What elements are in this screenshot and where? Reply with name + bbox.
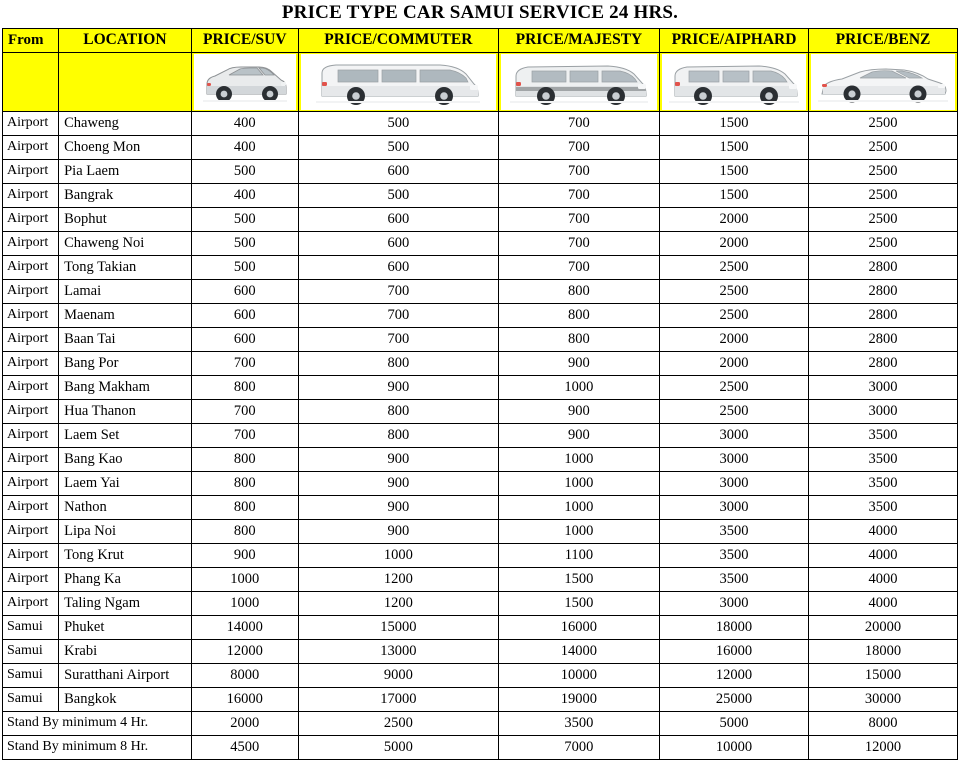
table-row [3, 447, 958, 471]
cell-from: Airport [3, 327, 59, 351]
table-row [3, 591, 958, 615]
cell-location: Bang Makham [59, 375, 192, 399]
cell-location: Suratthani Airport [59, 663, 192, 687]
table-row [3, 303, 958, 327]
table-row [3, 183, 958, 207]
cell-price-suv: 2000 [191, 711, 298, 735]
column-header-price-suv: PRICE/SUV [191, 28, 298, 52]
cell-price-benz: 3500 [808, 495, 957, 519]
cell-price-suv: 700 [191, 423, 298, 447]
cell-price-aiphard: 18000 [660, 615, 809, 639]
cell-price-suv: 700 [191, 351, 298, 375]
cell-price-aiphard: 3000 [660, 423, 809, 447]
cell-price-majesty: 800 [498, 279, 659, 303]
table-row [3, 519, 958, 543]
table-row [3, 375, 958, 399]
cell-price-commuter: 600 [298, 255, 498, 279]
suv-photo-cell [191, 52, 298, 111]
cell-price-commuter: 700 [298, 327, 498, 351]
cell-price-suv: 600 [191, 303, 298, 327]
cell-from: Airport [3, 351, 59, 375]
cell-price-commuter: 13000 [298, 639, 498, 663]
cell-location: Maenam [59, 303, 192, 327]
cell-price-benz: 12000 [808, 735, 957, 759]
cell-price-commuter: 1200 [298, 591, 498, 615]
column-header-price-majesty: PRICE/MAJESTY [498, 28, 659, 52]
cell-location: Krabi [59, 639, 192, 663]
cell-price-commuter: 900 [298, 471, 498, 495]
cell-price-aiphard: 3000 [660, 447, 809, 471]
cell-price-commuter: 2500 [298, 711, 498, 735]
cell-price-majesty: 16000 [498, 615, 659, 639]
cell-location: Bangkok [59, 687, 192, 711]
cell-price-aiphard: 3500 [660, 567, 809, 591]
cell-price-benz: 2800 [808, 255, 957, 279]
cell-from: Samui [3, 615, 59, 639]
cell-price-suv: 400 [191, 111, 298, 135]
cell-price-majesty: 1000 [498, 519, 659, 543]
table-row [3, 399, 958, 423]
cell-price-majesty: 700 [498, 135, 659, 159]
column-header-price-commuter: PRICE/COMMUTER [298, 28, 498, 52]
cell-from: Airport [3, 399, 59, 423]
cell-from: Samui [3, 687, 59, 711]
cell-price-benz: 2800 [808, 351, 957, 375]
table-row [3, 327, 958, 351]
cell-from: Airport [3, 111, 59, 135]
cell-price-benz: 2500 [808, 231, 957, 255]
cell-price-commuter: 900 [298, 495, 498, 519]
commuter-photo-cell [298, 52, 498, 111]
cell-location: Laem Set [59, 423, 192, 447]
table-row [3, 687, 958, 711]
cell-price-majesty: 700 [498, 231, 659, 255]
cell-price-suv: 800 [191, 495, 298, 519]
table-row [3, 207, 958, 231]
cell-price-commuter: 800 [298, 351, 498, 375]
cell-price-majesty: 900 [498, 423, 659, 447]
cell-price-aiphard: 2500 [660, 279, 809, 303]
cell-location: Nathon [59, 495, 192, 519]
cell-price-benz: 30000 [808, 687, 957, 711]
cell-from: Airport [3, 231, 59, 255]
cell-price-suv: 500 [191, 207, 298, 231]
cell-location: Baan Tai [59, 327, 192, 351]
cell-price-aiphard: 2000 [660, 327, 809, 351]
price-table [2, 28, 958, 760]
cell-location: Hua Thanon [59, 399, 192, 423]
cell-location: Phuket [59, 615, 192, 639]
cell-price-benz: 2800 [808, 303, 957, 327]
cell-price-aiphard: 10000 [660, 735, 809, 759]
table-header [3, 28, 958, 111]
cell-price-commuter: 800 [298, 399, 498, 423]
cell-price-aiphard: 2500 [660, 303, 809, 327]
cell-price-aiphard: 2500 [660, 375, 809, 399]
standby-row [3, 711, 958, 735]
header-row [3, 28, 958, 52]
cell-location: Bophut [59, 207, 192, 231]
cell-from: Airport [3, 423, 59, 447]
cell-price-suv: 500 [191, 159, 298, 183]
cell-price-aiphard: 16000 [660, 639, 809, 663]
majesty-photo-cell [498, 52, 659, 111]
cell-price-suv: 600 [191, 327, 298, 351]
cell-from: Airport [3, 471, 59, 495]
cell-price-majesty: 700 [498, 183, 659, 207]
cell-price-majesty: 7000 [498, 735, 659, 759]
cell-location: Tong Krut [59, 543, 192, 567]
cell-price-commuter: 700 [298, 303, 498, 327]
cell-price-commuter: 700 [298, 279, 498, 303]
cell-location: Taling Ngam [59, 591, 192, 615]
column-header-price-aiphard: PRICE/AIPHARD [660, 28, 809, 52]
cell-from: Samui [3, 639, 59, 663]
table-row [3, 639, 958, 663]
cell-from: Airport [3, 543, 59, 567]
cell-price-suv: 16000 [191, 687, 298, 711]
cell-price-majesty: 800 [498, 327, 659, 351]
cell-price-suv: 800 [191, 519, 298, 543]
cell-price-benz: 4000 [808, 543, 957, 567]
cell-price-majesty: 1000 [498, 375, 659, 399]
cell-price-benz: 3000 [808, 375, 957, 399]
cell-price-commuter: 600 [298, 159, 498, 183]
cell-price-aiphard: 3500 [660, 519, 809, 543]
cell-price-majesty: 700 [498, 255, 659, 279]
cell-from: Airport [3, 135, 59, 159]
cell-price-aiphard: 3000 [660, 495, 809, 519]
cell-price-benz: 18000 [808, 639, 957, 663]
cell-price-benz: 4000 [808, 519, 957, 543]
cell-price-commuter: 500 [298, 135, 498, 159]
table-row [3, 567, 958, 591]
cell-price-majesty: 900 [498, 351, 659, 375]
cell-price-suv: 700 [191, 399, 298, 423]
cell-location: Chaweng [59, 111, 192, 135]
cell-from: Airport [3, 183, 59, 207]
cell-price-commuter: 15000 [298, 615, 498, 639]
table-body [3, 111, 958, 759]
cell-location: Lamai [59, 279, 192, 303]
cell-price-suv: 900 [191, 543, 298, 567]
cell-from: Airport [3, 447, 59, 471]
commuter-van-photo [301, 54, 496, 110]
alphard-van-photo [662, 54, 806, 110]
cell-price-benz: 4000 [808, 567, 957, 591]
cell-price-commuter: 900 [298, 519, 498, 543]
vehicle-image-row [3, 52, 958, 111]
cell-price-benz: 2500 [808, 159, 957, 183]
table-row [3, 255, 958, 279]
table-row [3, 231, 958, 255]
table-row [3, 279, 958, 303]
cell-price-commuter: 5000 [298, 735, 498, 759]
cell-price-suv: 400 [191, 135, 298, 159]
table-row [3, 423, 958, 447]
cell-location: Chaweng Noi [59, 231, 192, 255]
cell-price-benz: 2800 [808, 327, 957, 351]
column-header-location: LOCATION [59, 28, 192, 52]
cell-from: Airport [3, 279, 59, 303]
cell-price-benz: 8000 [808, 711, 957, 735]
cell-price-majesty: 1500 [498, 591, 659, 615]
cell-from: Samui [3, 663, 59, 687]
cell-price-suv: 800 [191, 447, 298, 471]
cell-price-benz: 4000 [808, 591, 957, 615]
cell-price-suv: 1000 [191, 591, 298, 615]
benz-photo-cell [808, 52, 957, 111]
table-row [3, 543, 958, 567]
table-row [3, 135, 958, 159]
cell-from: Airport [3, 303, 59, 327]
cell-price-benz: 3000 [808, 399, 957, 423]
cell-location: Laem Yai [59, 471, 192, 495]
table-row [3, 111, 958, 135]
cell-price-aiphard: 1500 [660, 111, 809, 135]
cell-price-benz: 2500 [808, 207, 957, 231]
cell-location: Phang Ka [59, 567, 192, 591]
cell-price-aiphard: 2000 [660, 231, 809, 255]
cell-price-benz: 2500 [808, 183, 957, 207]
cell-price-majesty: 1000 [498, 495, 659, 519]
cell-price-commuter: 600 [298, 231, 498, 255]
cell-price-benz: 3500 [808, 447, 957, 471]
cell-price-benz: 20000 [808, 615, 957, 639]
cell-from: Airport [3, 519, 59, 543]
cell-price-majesty: 10000 [498, 663, 659, 687]
cell-standby-label: Stand By minimum 4 Hr. [3, 711, 192, 735]
cell-price-suv: 600 [191, 279, 298, 303]
cell-location: Pia Laem [59, 159, 192, 183]
cell-price-majesty: 1000 [498, 447, 659, 471]
cell-price-suv: 12000 [191, 639, 298, 663]
cell-price-aiphard: 2500 [660, 399, 809, 423]
cell-from: Airport [3, 375, 59, 399]
cell-price-majesty: 700 [498, 159, 659, 183]
cell-from: Airport [3, 159, 59, 183]
cell-price-benz: 2500 [808, 111, 957, 135]
cell-price-majesty: 19000 [498, 687, 659, 711]
cell-price-aiphard: 2000 [660, 351, 809, 375]
cell-price-commuter: 500 [298, 183, 498, 207]
cell-price-aiphard: 3500 [660, 543, 809, 567]
cell-price-commuter: 9000 [298, 663, 498, 687]
cell-price-benz: 15000 [808, 663, 957, 687]
cell-location: Choeng Mon [59, 135, 192, 159]
cell-price-commuter: 17000 [298, 687, 498, 711]
benz-sedan-photo [811, 54, 955, 110]
table-row [3, 663, 958, 687]
cell-standby-label: Stand By minimum 8 Hr. [3, 735, 192, 759]
cell-location: Lipa Noi [59, 519, 192, 543]
cell-price-commuter: 500 [298, 111, 498, 135]
table-row [3, 351, 958, 375]
cell-price-suv: 800 [191, 471, 298, 495]
cell-price-suv: 400 [191, 183, 298, 207]
cell-from: Airport [3, 207, 59, 231]
table-row [3, 615, 958, 639]
image-row-blank-location [59, 52, 192, 111]
cell-price-benz: 3500 [808, 471, 957, 495]
cell-price-majesty: 800 [498, 303, 659, 327]
cell-price-benz: 3500 [808, 423, 957, 447]
cell-price-aiphard: 12000 [660, 663, 809, 687]
cell-price-benz: 2800 [808, 279, 957, 303]
cell-price-suv: 8000 [191, 663, 298, 687]
cell-price-suv: 14000 [191, 615, 298, 639]
cell-price-aiphard: 1500 [660, 183, 809, 207]
cell-price-aiphard: 2500 [660, 255, 809, 279]
column-header-price-benz: PRICE/BENZ [808, 28, 957, 52]
cell-location: Tong Takian [59, 255, 192, 279]
table-row [3, 495, 958, 519]
standby-row [3, 735, 958, 759]
cell-price-commuter: 900 [298, 375, 498, 399]
cell-price-suv: 800 [191, 375, 298, 399]
cell-price-suv: 500 [191, 231, 298, 255]
cell-price-commuter: 1200 [298, 567, 498, 591]
cell-price-suv: 500 [191, 255, 298, 279]
cell-price-majesty: 700 [498, 207, 659, 231]
cell-price-majesty: 1100 [498, 543, 659, 567]
cell-price-majesty: 1500 [498, 567, 659, 591]
cell-location: Bang Por [59, 351, 192, 375]
cell-price-aiphard: 1500 [660, 159, 809, 183]
cell-price-suv: 1000 [191, 567, 298, 591]
cell-price-majesty: 1000 [498, 471, 659, 495]
table-row [3, 159, 958, 183]
cell-price-majesty: 700 [498, 111, 659, 135]
cell-price-aiphard: 5000 [660, 711, 809, 735]
cell-location: Bangrak [59, 183, 192, 207]
majesty-van-photo [501, 54, 657, 110]
cell-from: Airport [3, 567, 59, 591]
cell-location: Bang Kao [59, 447, 192, 471]
cell-price-commuter: 800 [298, 423, 498, 447]
cell-price-suv: 4500 [191, 735, 298, 759]
cell-price-majesty: 900 [498, 399, 659, 423]
cell-price-aiphard: 1500 [660, 135, 809, 159]
aiphard-photo-cell [660, 52, 809, 111]
cell-from: Airport [3, 495, 59, 519]
cell-price-benz: 2500 [808, 135, 957, 159]
cell-price-commuter: 600 [298, 207, 498, 231]
image-row-blank-from [3, 52, 59, 111]
cell-price-commuter: 900 [298, 447, 498, 471]
cell-price-majesty: 3500 [498, 711, 659, 735]
cell-price-aiphard: 2000 [660, 207, 809, 231]
cell-price-majesty: 14000 [498, 639, 659, 663]
page-title: PRICE TYPE CAR SAMUI SERVICE 24 HRS. [281, 2, 679, 23]
column-header-from: From [3, 28, 59, 52]
cell-price-aiphard: 3000 [660, 591, 809, 615]
table-row [3, 471, 958, 495]
suv-photo [194, 54, 296, 110]
cell-from: Airport [3, 591, 59, 615]
cell-price-commuter: 1000 [298, 543, 498, 567]
cell-price-aiphard: 3000 [660, 471, 809, 495]
cell-from: Airport [3, 255, 59, 279]
cell-price-aiphard: 25000 [660, 687, 809, 711]
